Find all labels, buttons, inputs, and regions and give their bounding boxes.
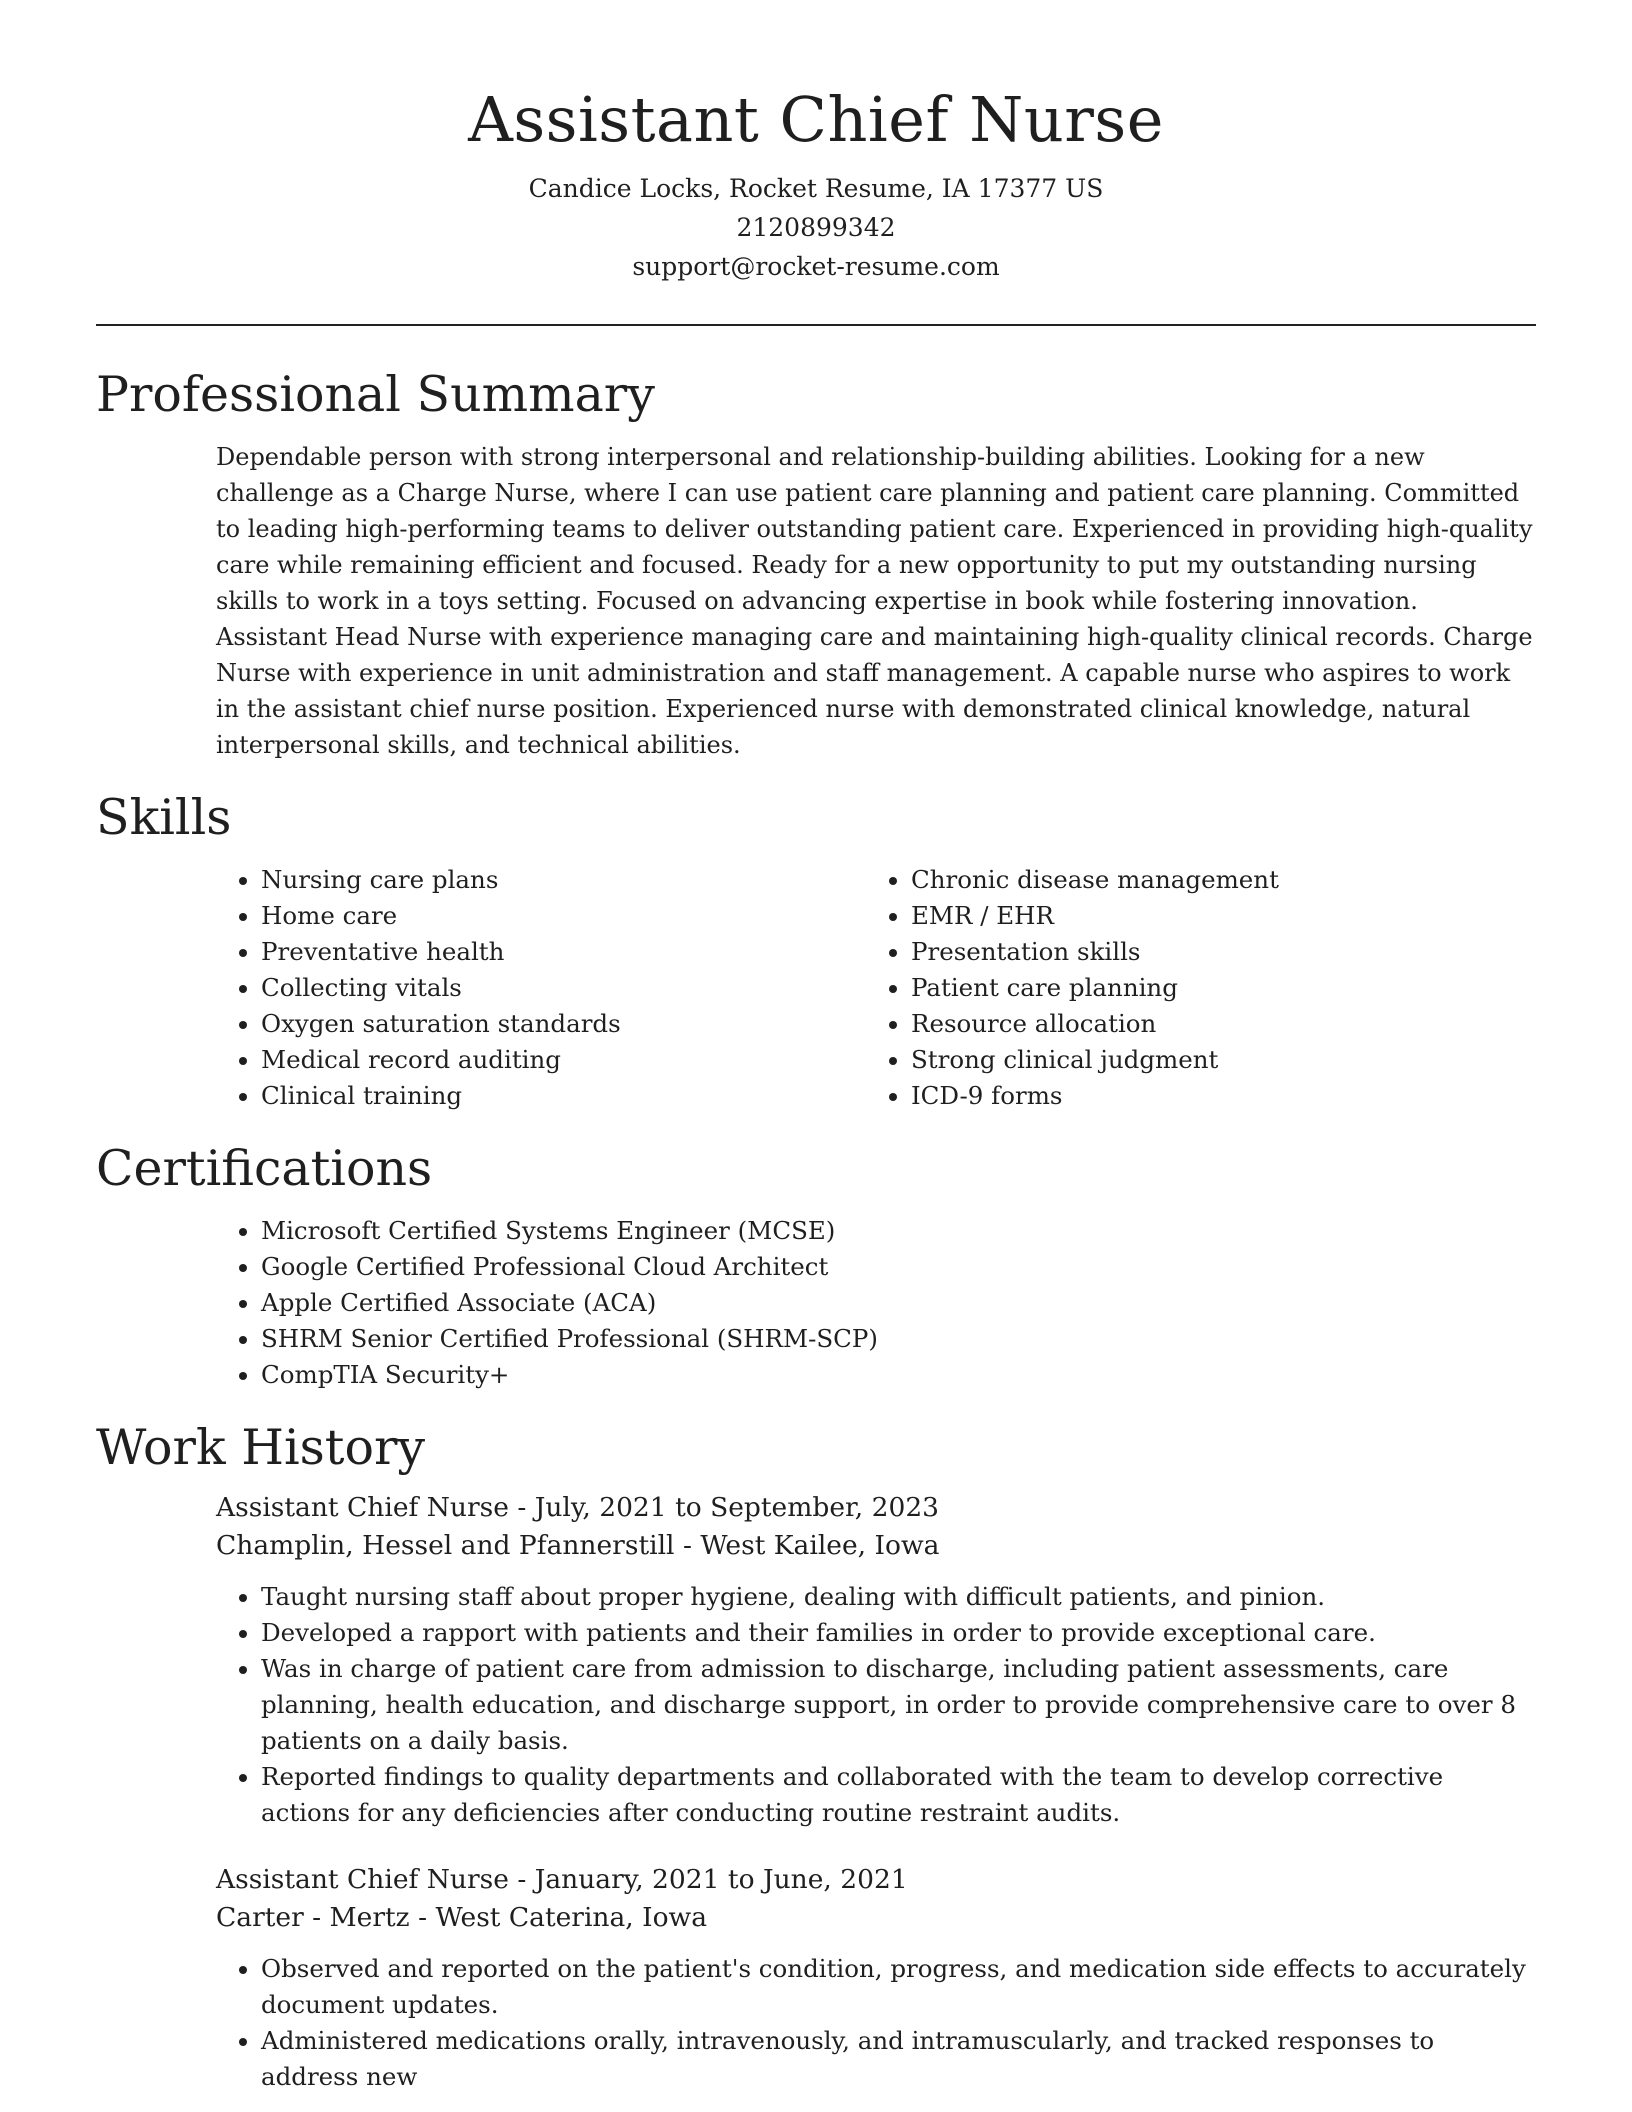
job-dates: - July, 2021 to September, 2023 (508, 1492, 940, 1524)
resume-header (96, 0, 1536, 286)
job-entry (216, 1489, 1536, 1831)
contact-phone: 2120899342 (736, 213, 896, 243)
certification-item: • SHRM Senior Certified Professional (SHRM-SCP) (261, 1321, 1536, 1357)
job-location: - West Kailee, Iowa (674, 1530, 940, 1562)
summary-text: Dependable person with strong interpersonal and relationship-building abilities. Looking for a new challenge as a Charge Nurse, where I can use patient care planning and patient care planning. Committed to leading high-performing teams to deliver outstanding patient care. Experienced in providing high-quality care while remaining efficient and focused. Ready for a new opportunity to put my outstanding nursing skills to work in a toys setting. Focused on advancing expertise in book while fostering innovation. Assistant Head Nurse with experience managing care and maintaining high-quality clinical records. Charge Nurse with experience in unit administration and staff management. A capable nurse who aspires to work in the assistant chief nurse position. Experienced nurse with demonstrated clinical knowledge, natural interpersonal skills, and technical abilities. (216, 443, 1533, 760)
certification-item: • Apple Certified Associate (ACA) (261, 1285, 1536, 1321)
job-company-line (216, 1527, 1536, 1565)
certification-item: • Google Certified Professional Cloud Architect (261, 1249, 1536, 1285)
skill-item: • Preventative health (261, 934, 866, 970)
job-role: Assistant Chief Nurse (216, 1492, 509, 1524)
summary-heading: Professional Summary (96, 366, 655, 424)
skill-item: • Medical record auditing (261, 1042, 866, 1078)
header-divider (96, 324, 1536, 326)
skill-item: • Nursing care plans (261, 862, 866, 898)
job-entry (216, 1861, 1536, 2095)
summary-section (96, 366, 1536, 763)
certifications-section (96, 1140, 1536, 1393)
certifications-body (216, 1213, 1536, 1393)
job-title-line (216, 1489, 1536, 1527)
skill-item: • Oxygen saturation standards (261, 1006, 866, 1042)
skill-item: • Presentation skills (911, 934, 1516, 970)
skills-column-left (216, 862, 866, 1114)
job-company: Carter - Mertz (216, 1902, 410, 1934)
job-role: Assistant Chief Nurse (216, 1864, 509, 1896)
job-duty-item: • Was in charge of patient care from admission to discharge, including patient assessments, care planning, health education, and discharge support, in order to provide comprehensive care to over 8 patients on a daily basis. (261, 1651, 1536, 1759)
skills-section (96, 789, 1536, 1114)
skills-body (216, 862, 1536, 1114)
skill-item: • Chronic disease management (911, 862, 1516, 898)
skill-item: • EMR / EHR (911, 898, 1516, 934)
skills-list-left (216, 862, 866, 1114)
contact-block (96, 169, 1536, 286)
job-dates: - January, 2021 to June, 2021 (508, 1864, 908, 1896)
skills-heading: Skills (96, 789, 232, 847)
certification-item: • Microsoft Certified Systems Engineer (MCSE) (261, 1213, 1536, 1249)
work-history-heading: Work History (96, 1418, 426, 1476)
resume-page (96, 0, 1536, 2095)
job-duty-item: • Observed and reported on the patient's condition, progress, and medication side effects to accurately document updates. (261, 1951, 1536, 2023)
certifications-list (216, 1213, 1536, 1393)
skill-item: • Strong clinical judgment (911, 1042, 1516, 1078)
skill-item: • Patient care planning (911, 970, 1516, 1006)
skills-list-right (866, 862, 1516, 1114)
job-duty-item: • Reported findings to quality departments and collaborated with the team to develop corrective actions for any deficiencies after conducting routine restraint audits. (261, 1759, 1536, 1831)
certifications-heading: Certifications (96, 1139, 433, 1197)
skill-item: • ICD-9 forms (911, 1078, 1516, 1114)
certification-item: • CompTIA Security+ (261, 1357, 1536, 1393)
job-company-line (216, 1899, 1536, 1937)
job-title-line (216, 1861, 1536, 1899)
work-history-section (96, 1419, 1536, 2096)
job-location: - West Caterina, Iowa (409, 1902, 708, 1934)
job-duties-list (216, 1579, 1536, 1831)
skill-item: • Resource allocation (911, 1006, 1516, 1042)
contact-address: Candice Locks, Rocket Resume, IA 17377 US (528, 174, 1104, 204)
job-duty-item: • Administered medications orally, intravenously, and intramuscularly, and tracked responses to address new (261, 2023, 1536, 2095)
contact-email: support@rocket-resume.com (632, 252, 1000, 282)
skill-item: • Clinical training (261, 1078, 866, 1114)
candidate-title: Assistant Chief Nurse (468, 83, 1164, 156)
job-company: Champlin, Hessel and Pfannerstill (216, 1530, 675, 1562)
skills-column-right (866, 862, 1516, 1114)
job-duty-item: • Taught nursing staff about proper hygiene, dealing with difficult patients, and pinion. (261, 1579, 1536, 1615)
skills-grid (216, 862, 1536, 1114)
work-history-body (216, 1489, 1536, 2095)
summary-body (216, 439, 1536, 763)
skill-item: • Collecting vitals (261, 970, 866, 1006)
job-duty-item: • Developed a rapport with patients and their families in order to provide exceptional care. (261, 1615, 1536, 1651)
skill-item: • Home care (261, 898, 866, 934)
job-duties-list (216, 1951, 1536, 2095)
